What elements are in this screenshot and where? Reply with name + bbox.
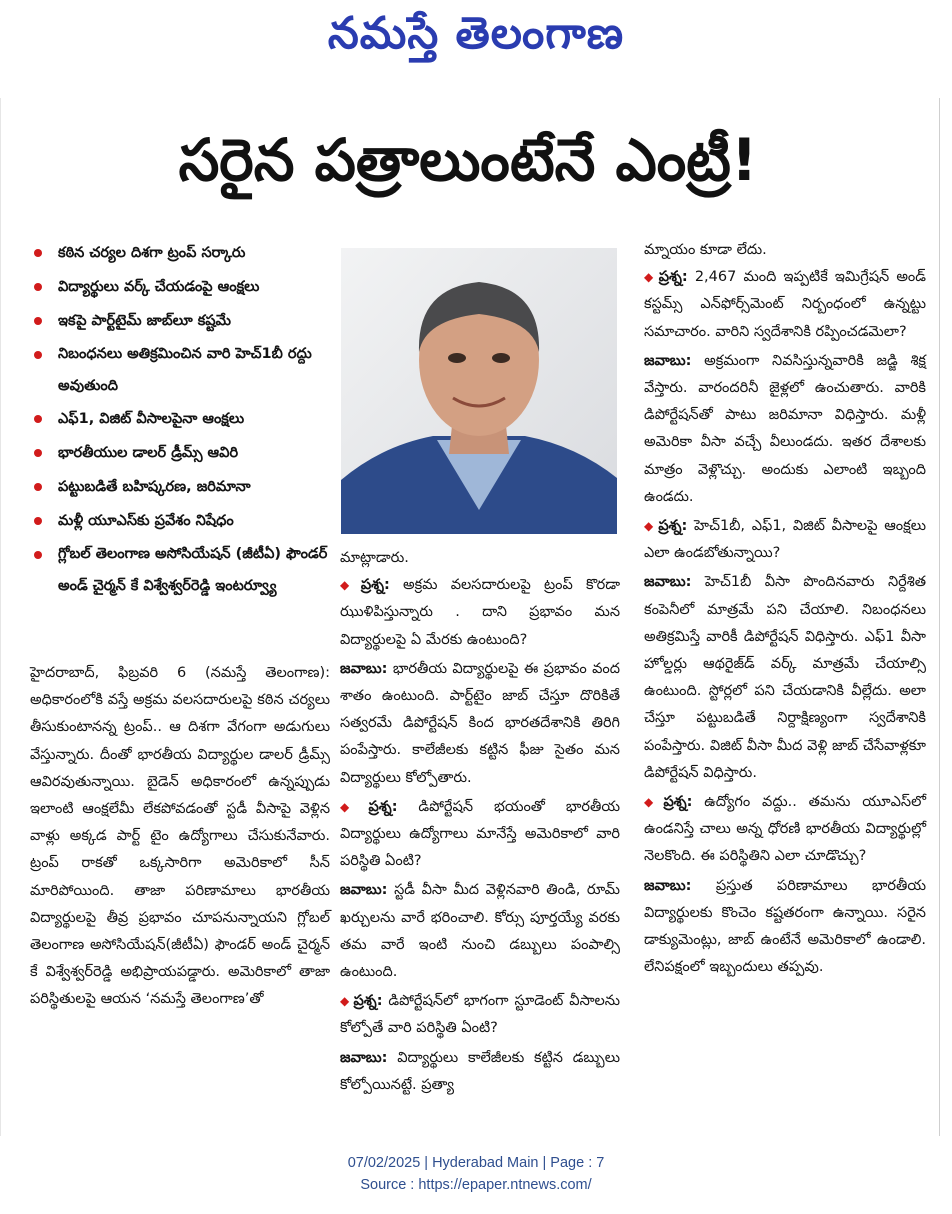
bullet-dot-icon	[34, 249, 42, 257]
answer: జవాబు: స్టడీ వీసా మీద వెళ్లినవారి తిండి, రూమ్ ఖర్చులను వారే భరించాలి. కోర్సు పూర్తయ్యే వరకు తమ వారే ఇంటి నుంచి డబ్బులు పంపాల్సి ఉంటుంది.	[340, 882, 620, 981]
bullet-item: ఇకపై పార్ట్‌టైమ్ జాబ్‌లూ కష్టమే	[34, 304, 330, 338]
question: ◆ ప్రశ్న: డిపోర్టేషన్ భయంతో భారతీయ విద్యార్థులు ఉద్యోగాలు మానేస్తే అమెరికాలో వారి పరిస్థితి ఏంటి?	[340, 798, 621, 870]
newspaper-masthead: నమస్తే తెలంగాణ	[327, 8, 625, 59]
interviewee-photo	[341, 248, 617, 534]
question-marker-icon: ◆	[644, 795, 661, 810]
question: ◆ ప్రశ్న: 2,467 మంది ఇప్పటికే ఇమిగ్రేషన్ అండ్ కస్టమ్స్ ఎన్‌ఫోర్స్‌మెంట్ నిర్బంధంలో ఉన్నట్టు సమాచారం. వారిని స్వదేశానికి రప్పించడమెలా?	[644, 269, 927, 340]
bullet-dot-icon	[34, 317, 42, 325]
column-lead: మాట్లాడారు.	[340, 550, 409, 566]
bullet-item: ఎఫ్1, విజిట్ వీసాలపైనా ఆంక్షలు	[34, 402, 330, 436]
bullet-item: భారతీయుల డాలర్ డ్రీమ్స్ ఆవిరి	[34, 436, 330, 470]
question: ◆ ప్రశ్న: అక్రమ వలసదారులపై ట్రంప్ కొరడా ఝుళిపిస్తున్నారు . దాని ప్రభావం మన విద్యార్థులపై ఏ మేరకు ఉంటుంది?	[340, 577, 621, 648]
answer: జవాబు: భారతీయ విద్యార్థులపై ఈ ప్రభావం వంద శాతం ఉంటుంది. పార్ట్‌టైం జాబ్ చేస్తూ దొరికితే సత్వరమే డిపోర్టేషన్ కింద భారతదేశానికి తిరిగి పంపేస్తారు. కాలేజీలకు కట్టిన ఫీజు సైతం మన విద్యార్థులు కోల్పోతారు.	[340, 660, 620, 786]
question-marker-icon: ◆	[340, 578, 358, 593]
question-marker-icon: ◆	[340, 994, 351, 1009]
page-footer	[0, 1152, 952, 1196]
bullet-item: పట్టుబడితే బహిష్కరణ, జరిమానా	[34, 470, 330, 504]
question: ◆ ప్రశ్న: ఉద్యోగం వద్దు.. తమను యూఎస్‌లో ఉండనిస్తే చాలు అన్న ధోరణి భారతీయ విద్యార్థుల్లో నెలకొంది. ఈ పరిస్థితిని ఎలా చూడొచ్చు?	[644, 794, 926, 865]
bullet-dot-icon	[34, 517, 42, 525]
question-marker-icon: ◆	[644, 270, 656, 285]
bullet-item: గ్లోబల్ తెలంగాణ అసోసియేషన్ (జీటీఏ) ఫౌండర్ అండ్ చైర్మన్ కే విశ్వేశ్వర్‌రెడ్డి ఇంటర్వ్యూ	[34, 538, 330, 602]
edition-info: 07/02/2025 | Hyderabad Main | Page : 7	[347, 1155, 605, 1171]
question: ◆ ప్రశ్న: హెచ్1బీ, ఎఫ్1, విజిట్ వీసాలపై ఆంక్షలు ఎలా ఉండబోతున్నాయి?	[644, 518, 926, 562]
bullet-item: నిబంధనలు అతిక్రమించిన వారి హెచ్1బీ రద్దు అవుతుంది	[34, 338, 330, 402]
column-1	[30, 660, 330, 1014]
portrait-image	[341, 248, 617, 534]
bullet-dot-icon	[34, 551, 42, 559]
source-link[interactable]: Source : https://epaper.ntnews.com/	[360, 1177, 592, 1193]
bullet-dot-icon	[34, 415, 42, 423]
column-3	[644, 237, 926, 983]
highlight-bullets	[34, 236, 330, 602]
bullet-dot-icon	[34, 283, 42, 291]
question-marker-icon: ◆	[644, 519, 656, 534]
answer: జవాబు: హెచ్1బీ వీసా పొందినవారు నిర్దేశిత కంపెనీలో మాత్రమే పని చేయాలి. నిబంధనలు అతిక్రమిస్తే వారికీ డిపోర్టేషన్ విధిస్తారు. ఎఫ్1 వీసా హోల్డర్లు ఆథరైజ్‌డ్ వర్క్ మాత్రమే చేయాల్సి ఉంటుంది. స్టోర్లలో పని చేయడానికి వీల్లేదు. అలా చేస్తూ పట్టుబడితే నిర్దాక్షిణ్యంగా స్వదేశానికి పంపేస్తారు. విజిట్ వీసా మీద వెళ్లి జాబ్ చేసేవాళ్లకూ డిపోర్టేషన్ విధిస్తారు.	[644, 574, 926, 781]
column-lead: మ్నాయం కూడా లేదు.	[644, 242, 767, 258]
question: ◆ ప్రశ్న: డిపోర్టేషన్‌లో భాగంగా స్టూడెంట్ వీసాలను కోల్పోతే వారి పరిస్థితి ఏంటి?	[340, 993, 621, 1037]
intro-paragraph: హైదరాబాద్, ఫిబ్రవరి 6 (నమస్తే తెలంగాణ): అధికారంలోకి వస్తే అక్రమ వలసదారులపై కఠిన చర్యలు తీసుకుంటానన్న ట్రంప్.. ఆ దిశగా వేగంగా అడుగులు వేస్తున్నారు. దీంతో భారతీయ విద్యార్థుల డాలర్ డ్రీమ్స్ ఆవిరవుతున్నాయి. బైడెన్ అధికారంలో ఉన్నప్పుడు ఇలాంటి ఆంక్షలేమీ లేకపోవడంతో స్టడీ వీసాపై వెళ్లిన వాళ్లు అక్కడ పార్ట్ టైం ఉద్యోగాలు చేసుకునేవారు. ట్రంప్ రాకతో ఒక్కసారిగా అమెరికాలో సీన్ మారిపోయింది. తాజా పరిణామాలు భారతీయ విద్యార్థులపై తీవ్ర ప్రభావం చూపనున్నాయని గ్లోబల్ తెలంగాణ అసోసియేషన్(జీటీఏ) ఫౌండర్ అండ్ చైర్మన్ కే విశ్వేశ్వర్‌రెడ్డి అభిప్రాయపడ్డారు. అమెరికాలో తాజా పరిస్థితులపై ఆయన ‘నమస్తే తెలంగాణ’తో	[30, 665, 330, 1008]
bullet-item: మళ్లీ యూఎస్‌కు ప్రవేశం నిషేధం	[34, 504, 330, 538]
bullet-dot-icon	[34, 483, 42, 491]
answer: జవాబు: అక్రమంగా నివసిస్తున్నవారికి జడ్జి శిక్ష వేస్తారు. వారందరినీ జైళ్లలో ఉంచుతారు. వారికి డిపోర్టేషన్‌తో పాటు జరిమానా విధిస్తారు. మళ్లీ అమెరికా వీసా వచ్చే వీలుండదు. ఇతర దేశాలకు మాత్రం వెళ్లొచ్చు. అందుకు ఎలాంటి ఇబ్బంది ఉండదు.	[644, 352, 926, 505]
question-marker-icon: ◆	[340, 799, 366, 814]
answer: జవాబు: ప్రస్తుత పరిణామాలు భారతీయ విద్యార్థులకు కొంచెం కష్టతరంగా ఉన్నాయి. సరైన డాక్యుమెంట్లు, జాబ్ ఉంటేనే అమెరికాలో ఉండాలి. లేనిపక్షంలో ఇబ్బందులు తప్పవు.	[644, 877, 926, 976]
column-2	[340, 545, 620, 1101]
article-headline: సరైన పత్రాలుంటేనే ఎంట్రీ!	[178, 126, 758, 194]
bullet-item: విద్యార్థులు వర్క్ చేయడంపై ఆంక్షలు	[34, 270, 330, 304]
answer: జవాబు: విద్యార్థులు కాలేజీలకు కట్టిన డబ్బులు కోల్పోయినట్టే. ప్రత్యా	[340, 1049, 620, 1093]
bullet-dot-icon	[34, 351, 42, 359]
bullet-dot-icon	[34, 449, 42, 457]
bullet-item: కఠిన చర్యల దిశగా ట్రంప్ సర్కారు	[34, 236, 330, 270]
